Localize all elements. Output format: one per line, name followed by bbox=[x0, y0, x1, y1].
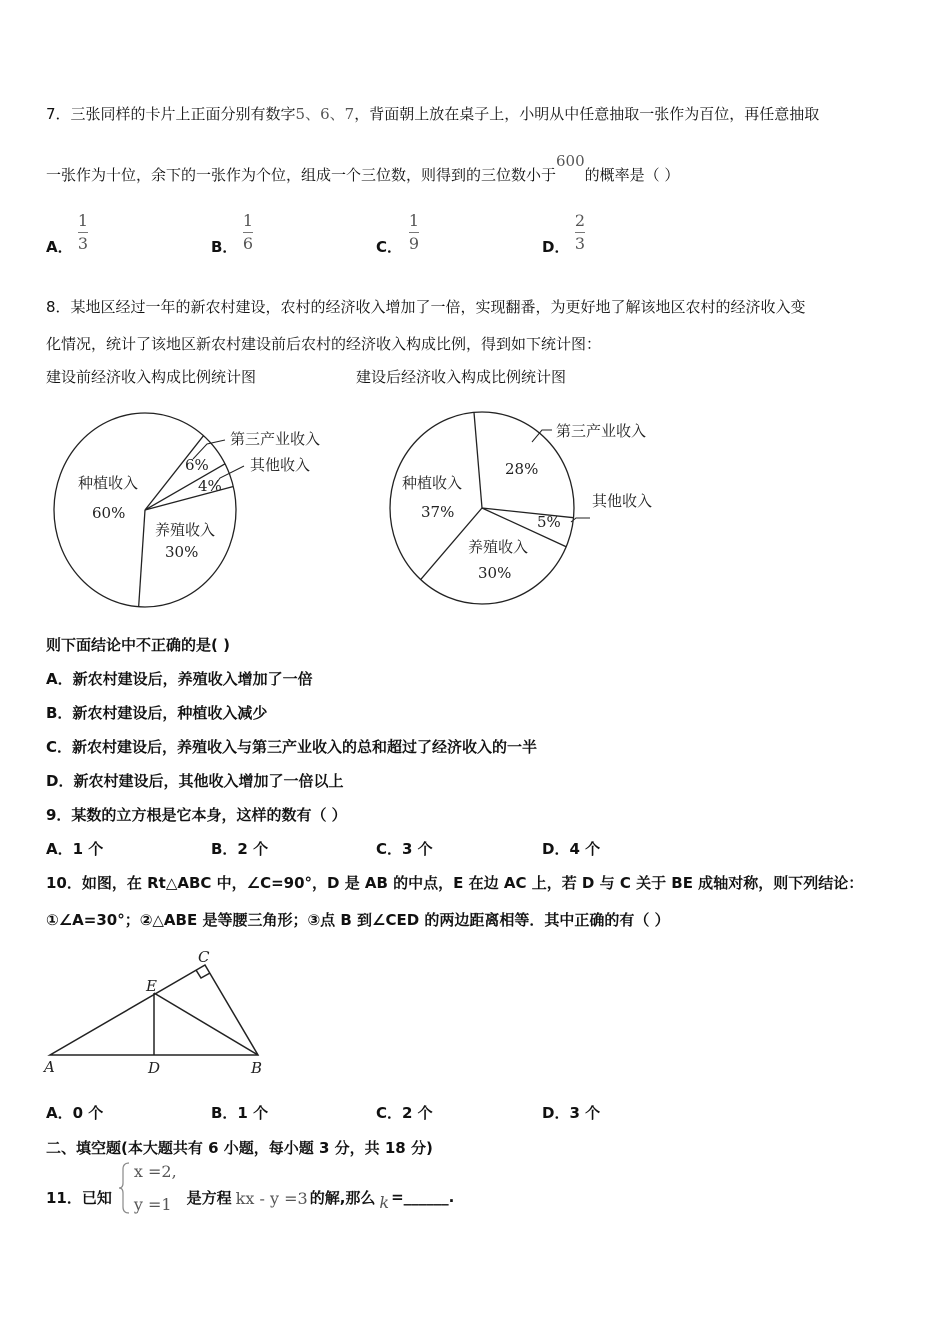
slice-name-label: 种植收入 bbox=[78, 474, 139, 492]
slice-pct-label: 60% bbox=[92, 504, 126, 522]
fraction: 1 6 bbox=[242, 211, 254, 253]
q9-option-a[interactable]: A．1 个 bbox=[46, 840, 104, 858]
q10-line1: 10．如图，在 Rt△ABC 中，∠C=90°，D 是 AB 的中点，E 在边 AC 上，若 D 与 C 关于 BE 成轴对称，则下列结论： bbox=[46, 874, 864, 892]
eq1: x =2, bbox=[133, 1162, 177, 1181]
label-c: C bbox=[198, 948, 210, 966]
slice-pct-label: 28% bbox=[505, 460, 539, 478]
eq2: y =1 bbox=[133, 1195, 172, 1214]
option-b[interactable]: B． bbox=[211, 238, 238, 256]
slice-pct-label: 37% bbox=[421, 503, 455, 521]
q10-line2: ①∠A=30°；②△ABE 是等腰三角形；③点 B 到∠CED 的两边距离相等．其中正确的有（ ） bbox=[46, 911, 670, 929]
q11-prefix: 11．已知 bbox=[46, 1188, 112, 1207]
q7-line2: 一张作为十位，余下的一张作为个位，组成一个三位数，则得到的三位数小于600的概率是（ ） bbox=[46, 152, 680, 184]
equation: kx - y =3 bbox=[235, 1188, 308, 1208]
chart-after-title: 建设后经济收入构成比例统计图 bbox=[356, 368, 567, 386]
q8-line1: 8．某地区经过一年的新农村建设，农村的经济收入增加了一倍，实现翻番，为更好地了解该地区农村的经济收入变 bbox=[46, 298, 806, 316]
q8-option-c[interactable]: C．新农村建设后，养殖收入与第三产业收入的总和超过了经济收入的一半 bbox=[46, 738, 538, 756]
option-d[interactable]: D． bbox=[542, 238, 570, 256]
q8-option-d[interactable]: D．新农村建设后，其他收入增加了一倍以上 bbox=[46, 772, 344, 790]
q8-option-a[interactable]: A．新农村建设后，养殖收入增加了一倍 bbox=[46, 670, 313, 688]
section-2-heading: 二、填空题(本大题共有 6 小题，每小题 3 分，共 18 分) bbox=[46, 1139, 433, 1157]
q8-option-b[interactable]: B．新农村建设后，种植收入减少 bbox=[46, 704, 268, 722]
slice-name-label: 养殖收入 bbox=[155, 521, 216, 539]
slice-name-label: 养殖收入 bbox=[468, 538, 529, 556]
equation-system bbox=[134, 1162, 177, 1214]
q11 bbox=[46, 1160, 454, 1216]
slice-name-label: 其他收入 bbox=[250, 456, 311, 474]
option-a[interactable]: A． bbox=[46, 238, 73, 256]
q7-line1: 7．三张同样的卡片上正面分别有数字5、6、7，背面朝上放在桌子上，小明从中任意抽取一张作为百位，再任意抽取 bbox=[46, 105, 820, 123]
segment-eb bbox=[154, 993, 258, 1055]
label-e: E bbox=[146, 977, 157, 995]
q8-line2: 化情况，统计了该地区新农村建设前后农村的经济收入构成比例，得到如下统计图： bbox=[46, 335, 602, 353]
slice-pct-label: 30% bbox=[165, 543, 199, 561]
slice-name-label: 第三产业收入 bbox=[556, 422, 647, 440]
slice-pct-label: 4% bbox=[198, 477, 222, 495]
pie-before bbox=[54, 413, 320, 607]
q10-option-d[interactable]: D．3 个 bbox=[542, 1104, 601, 1122]
slice-pct-label: 30% bbox=[478, 564, 512, 582]
option-c[interactable]: C． bbox=[376, 238, 403, 256]
pie-charts bbox=[0, 400, 700, 610]
fraction: 1 9 bbox=[408, 211, 420, 253]
label-b: B bbox=[251, 1059, 263, 1077]
q8-question: 则下面结论中不正确的是( ) bbox=[46, 636, 230, 654]
pie-slice-edge bbox=[139, 510, 145, 607]
slice-name-label: 其他收入 bbox=[592, 492, 653, 510]
slice-pct-label: 6% bbox=[185, 456, 209, 474]
triangle-figure bbox=[0, 940, 300, 1080]
slice-pct-label: 5% bbox=[537, 513, 561, 531]
q11-mid: 是方程 bbox=[186, 1188, 232, 1207]
q11-suffix: 的解,那么 bbox=[309, 1188, 376, 1207]
slice-name-label: 种植收入 bbox=[402, 474, 463, 492]
q9-text: 9．某数的立方根是它本身，这样的数有（ ） bbox=[46, 806, 347, 824]
q9-option-c[interactable]: C．3 个 bbox=[376, 840, 433, 858]
var-k: k bbox=[379, 1192, 390, 1212]
pie-after bbox=[390, 412, 652, 604]
slice-name-label: 第三产业收入 bbox=[230, 430, 321, 448]
chart-before-title: 建设前经济收入构成比例统计图 bbox=[46, 368, 257, 386]
answer-blank[interactable]: =______. bbox=[391, 1188, 455, 1206]
pie-slice-edge bbox=[474, 412, 482, 508]
q10-option-c[interactable]: C．2 个 bbox=[376, 1104, 433, 1122]
brace-icon bbox=[118, 1161, 132, 1215]
label-a: A bbox=[44, 1058, 55, 1076]
q10-option-a[interactable]: A．0 个 bbox=[46, 1104, 104, 1122]
q9-option-d[interactable]: D．4 个 bbox=[542, 840, 601, 858]
label-d: D bbox=[148, 1059, 161, 1077]
q10-option-b[interactable]: B．1 个 bbox=[211, 1104, 269, 1122]
fraction: 2 3 bbox=[574, 211, 586, 253]
q9-option-b[interactable]: B．2 个 bbox=[211, 840, 269, 858]
fraction: 1 3 bbox=[77, 211, 89, 253]
